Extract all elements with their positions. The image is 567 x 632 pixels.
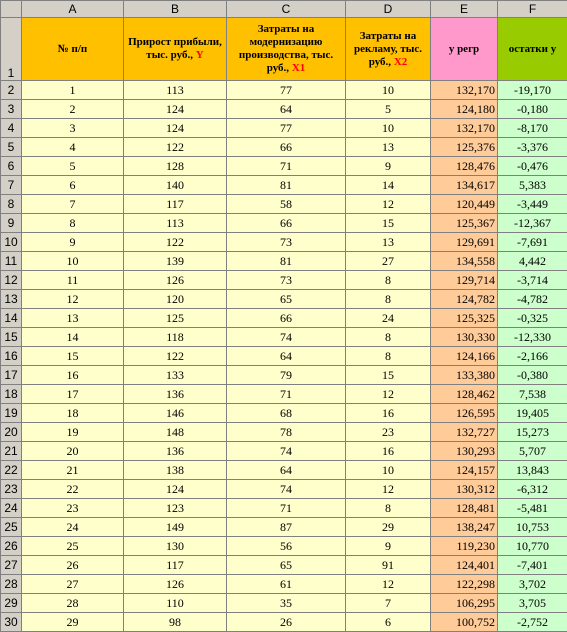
cell-number[interactable]: 29 (22, 613, 124, 632)
table-row (1, 176, 567, 195)
row-header[interactable]: 8 (1, 195, 22, 214)
cell-modernization[interactable]: 65 (227, 556, 346, 575)
cell-advertising[interactable]: 29 (346, 518, 431, 537)
cell-residual[interactable]: 15,273 (498, 423, 567, 442)
table-row (1, 461, 567, 480)
cell-modernization[interactable]: 77 (227, 119, 346, 138)
cell-regression[interactable]: 124,157 (431, 461, 498, 480)
cell-regression[interactable]: 130,312 (431, 480, 498, 499)
cell-residual[interactable]: -0,476 (498, 157, 567, 176)
cell-modernization[interactable]: 64 (227, 347, 346, 366)
cell-regression[interactable]: 106,295 (431, 594, 498, 613)
cell-residual[interactable]: -7,691 (498, 233, 567, 252)
cell-number[interactable]: 6 (22, 176, 124, 195)
row-header[interactable]: 22 (1, 461, 22, 480)
row-header[interactable]: 5 (1, 138, 22, 157)
cell-regression[interactable]: 130,293 (431, 442, 498, 461)
cell-advertising[interactable]: 23 (346, 423, 431, 442)
cell-regression[interactable]: 132,727 (431, 423, 498, 442)
cell-modernization[interactable]: 66 (227, 214, 346, 233)
cell-advertising[interactable]: 10 (346, 81, 431, 100)
cell-residual[interactable]: 13,843 (498, 461, 567, 480)
table-row (1, 518, 567, 537)
row-header[interactable]: 19 (1, 404, 22, 423)
cell-number[interactable]: 23 (22, 499, 124, 518)
cell-modernization[interactable]: 81 (227, 252, 346, 271)
cell-number[interactable]: 10 (22, 252, 124, 271)
cell-profit[interactable]: 128 (124, 157, 227, 176)
table-row (1, 138, 567, 157)
cell-advertising[interactable]: 91 (346, 556, 431, 575)
cell-profit[interactable]: 125 (124, 309, 227, 328)
cell-profit[interactable]: 124 (124, 100, 227, 119)
column-header-f[interactable]: F (498, 1, 567, 18)
header-cell-residuals[interactable]: остатки y (498, 18, 567, 81)
cell-number[interactable]: 17 (22, 385, 124, 404)
cell-profit[interactable]: 110 (124, 594, 227, 613)
row-header[interactable]: 10 (1, 233, 22, 252)
cell-advertising[interactable]: 9 (346, 157, 431, 176)
cell-residual[interactable]: -0,180 (498, 100, 567, 119)
cell-number[interactable]: 2 (22, 100, 124, 119)
cell-profit[interactable]: 138 (124, 461, 227, 480)
cell-number[interactable]: 4 (22, 138, 124, 157)
table-row (1, 366, 567, 385)
cell-regression[interactable]: 134,617 (431, 176, 498, 195)
cell-number[interactable]: 15 (22, 347, 124, 366)
cell-regression[interactable]: 128,476 (431, 157, 498, 176)
cell-regression[interactable]: 133,380 (431, 366, 498, 385)
cell-advertising[interactable]: 8 (346, 290, 431, 309)
row-header[interactable]: 29 (1, 594, 22, 613)
cell-regression[interactable]: 128,481 (431, 499, 498, 518)
cell-residual[interactable]: -19,170 (498, 81, 567, 100)
cell-number[interactable]: 1 (22, 81, 124, 100)
cell-profit[interactable]: 126 (124, 575, 227, 594)
cell-profit[interactable]: 133 (124, 366, 227, 385)
cell-advertising[interactable]: 14 (346, 176, 431, 195)
header-label: Затраты на модернизацию производства, тыс. руб., (239, 23, 333, 74)
row-header[interactable]: 25 (1, 518, 22, 537)
row-header[interactable]: 24 (1, 499, 22, 518)
cell-profit[interactable]: 148 (124, 423, 227, 442)
row-header[interactable]: 17 (1, 366, 22, 385)
cell-residual[interactable]: 4,442 (498, 252, 567, 271)
column-header-row (1, 1, 567, 18)
row-header[interactable]: 28 (1, 575, 22, 594)
cell-profit[interactable]: 146 (124, 404, 227, 423)
row-header[interactable]: 7 (1, 176, 22, 195)
cell-modernization[interactable]: 56 (227, 537, 346, 556)
cell-modernization[interactable]: 71 (227, 157, 346, 176)
cell-regression[interactable]: 120,449 (431, 195, 498, 214)
table-row (1, 423, 567, 442)
row-header[interactable]: 14 (1, 309, 22, 328)
cell-number[interactable]: 16 (22, 366, 124, 385)
variable-label: X2 (394, 56, 407, 68)
cell-residual[interactable]: -12,330 (498, 328, 567, 347)
cell-profit[interactable]: 122 (124, 347, 227, 366)
cell-modernization[interactable]: 74 (227, 442, 346, 461)
cell-modernization[interactable]: 73 (227, 233, 346, 252)
table-row (1, 404, 567, 423)
cell-advertising[interactable]: 8 (346, 499, 431, 518)
cell-number[interactable]: 22 (22, 480, 124, 499)
cell-number[interactable]: 14 (22, 328, 124, 347)
cell-number[interactable]: 5 (22, 157, 124, 176)
cell-residual[interactable]: -0,380 (498, 366, 567, 385)
cell-modernization[interactable]: 61 (227, 575, 346, 594)
cell-residual[interactable]: 5,707 (498, 442, 567, 461)
cell-advertising[interactable]: 12 (346, 385, 431, 404)
cell-profit[interactable]: 149 (124, 518, 227, 537)
cell-modernization[interactable]: 35 (227, 594, 346, 613)
cell-residual[interactable]: -6,312 (498, 480, 567, 499)
cell-number[interactable]: 28 (22, 594, 124, 613)
cell-residual[interactable]: -3,714 (498, 271, 567, 290)
row-header[interactable]: 16 (1, 347, 22, 366)
cell-advertising[interactable]: 12 (346, 195, 431, 214)
cell-residual[interactable]: -2,166 (498, 347, 567, 366)
cell-residual[interactable]: -8,170 (498, 119, 567, 138)
column-header-e[interactable]: E (431, 1, 498, 18)
cell-advertising[interactable]: 9 (346, 537, 431, 556)
table-row (1, 575, 567, 594)
cell-modernization[interactable]: 74 (227, 328, 346, 347)
cell-modernization[interactable]: 64 (227, 461, 346, 480)
table-row (1, 271, 567, 290)
cell-residual[interactable]: -2,752 (498, 613, 567, 632)
table-row (1, 556, 567, 575)
row-header[interactable]: 26 (1, 537, 22, 556)
table-row (1, 537, 567, 556)
cell-residual[interactable]: -12,367 (498, 214, 567, 233)
cell-regression[interactable]: 129,691 (431, 233, 498, 252)
cell-advertising[interactable]: 7 (346, 594, 431, 613)
row-header[interactable]: 6 (1, 157, 22, 176)
table-row (1, 252, 567, 271)
cell-number[interactable]: 21 (22, 461, 124, 480)
cell-modernization[interactable]: 26 (227, 613, 346, 632)
cell-regression[interactable]: 134,558 (431, 252, 498, 271)
cell-residual[interactable]: 5,383 (498, 176, 567, 195)
cell-modernization[interactable]: 79 (227, 366, 346, 385)
cell-residual[interactable]: -7,401 (498, 556, 567, 575)
variable-label: X1 (292, 62, 305, 74)
row-header[interactable]: 2 (1, 81, 22, 100)
cell-profit[interactable]: 98 (124, 613, 227, 632)
cell-profit[interactable]: 122 (124, 233, 227, 252)
cell-modernization[interactable]: 78 (227, 423, 346, 442)
cell-advertising[interactable]: 13 (346, 233, 431, 252)
row-header[interactable]: 27 (1, 556, 22, 575)
cell-regression[interactable]: 100,752 (431, 613, 498, 632)
table-body (1, 81, 567, 632)
cell-regression[interactable]: 124,782 (431, 290, 498, 309)
table-row (1, 309, 567, 328)
cell-residual[interactable]: 10,770 (498, 537, 567, 556)
cell-profit[interactable]: 139 (124, 252, 227, 271)
cell-regression[interactable]: 126,595 (431, 404, 498, 423)
cell-number[interactable]: 12 (22, 290, 124, 309)
cell-profit[interactable]: 136 (124, 442, 227, 461)
cell-profit[interactable]: 122 (124, 138, 227, 157)
header-cell-modernization[interactable] (227, 18, 346, 81)
table-row (1, 100, 567, 119)
cell-regression[interactable]: 138,247 (431, 518, 498, 537)
cell-modernization[interactable]: 73 (227, 271, 346, 290)
cell-regression[interactable]: 124,401 (431, 556, 498, 575)
cell-regression[interactable]: 122,298 (431, 575, 498, 594)
cell-advertising[interactable]: 8 (346, 347, 431, 366)
row-header[interactable]: 30 (1, 613, 22, 632)
row-header[interactable]: 15 (1, 328, 22, 347)
cell-number[interactable]: 8 (22, 214, 124, 233)
cell-number[interactable]: 20 (22, 442, 124, 461)
table-row (1, 214, 567, 233)
cell-residual[interactable]: -3,376 (498, 138, 567, 157)
cell-advertising[interactable]: 16 (346, 442, 431, 461)
table-row (1, 81, 567, 100)
cell-regression[interactable]: 124,166 (431, 347, 498, 366)
row-header[interactable]: 9 (1, 214, 22, 233)
cell-profit[interactable]: 140 (124, 176, 227, 195)
cell-modernization[interactable]: 68 (227, 404, 346, 423)
cell-modernization[interactable]: 81 (227, 176, 346, 195)
cell-modernization[interactable]: 74 (227, 480, 346, 499)
cell-modernization[interactable]: 66 (227, 138, 346, 157)
header-cell-number[interactable]: № п/п (22, 18, 124, 81)
cell-regression[interactable]: 128,462 (431, 385, 498, 404)
table-row (1, 328, 567, 347)
cell-regression[interactable]: 119,230 (431, 537, 498, 556)
table-row (1, 233, 567, 252)
cell-number[interactable]: 18 (22, 404, 124, 423)
table-row (1, 499, 567, 518)
table-row (1, 119, 567, 138)
cell-advertising[interactable]: 24 (346, 309, 431, 328)
variable-label: Y (196, 49, 204, 61)
cell-advertising[interactable]: 12 (346, 575, 431, 594)
cell-residual[interactable]: -4,782 (498, 290, 567, 309)
row-header[interactable]: 12 (1, 271, 22, 290)
cell-number[interactable]: 25 (22, 537, 124, 556)
cell-modernization[interactable]: 58 (227, 195, 346, 214)
cell-number[interactable]: 7 (22, 195, 124, 214)
cell-number[interactable]: 19 (22, 423, 124, 442)
cell-advertising[interactable]: 6 (346, 613, 431, 632)
row-header[interactable]: 11 (1, 252, 22, 271)
column-header-c[interactable]: C (227, 1, 346, 18)
cell-residual[interactable]: 7,538 (498, 385, 567, 404)
cell-regression[interactable]: 125,376 (431, 138, 498, 157)
cell-profit[interactable]: 113 (124, 214, 227, 233)
row-header[interactable]: 3 (1, 100, 22, 119)
cell-profit[interactable]: 118 (124, 328, 227, 347)
row-header[interactable]: 13 (1, 290, 22, 309)
cell-regression[interactable]: 125,367 (431, 214, 498, 233)
cell-profit[interactable]: 120 (124, 290, 227, 309)
table-header-row (1, 18, 567, 81)
cell-advertising[interactable]: 13 (346, 138, 431, 157)
cell-profit[interactable]: 117 (124, 195, 227, 214)
table-row (1, 290, 567, 309)
cell-advertising[interactable]: 8 (346, 271, 431, 290)
row-header[interactable]: 20 (1, 423, 22, 442)
cell-profit[interactable]: 126 (124, 271, 227, 290)
cell-number[interactable]: 9 (22, 233, 124, 252)
cell-number[interactable]: 13 (22, 309, 124, 328)
table-row (1, 613, 567, 632)
header-label: Прирост прибыли, тыс. руб., (128, 36, 222, 61)
cell-advertising[interactable]: 15 (346, 214, 431, 233)
cell-regression[interactable]: 124,180 (431, 100, 498, 119)
cell-advertising[interactable]: 16 (346, 404, 431, 423)
cell-regression[interactable]: 129,714 (431, 271, 498, 290)
cell-modernization[interactable]: 66 (227, 309, 346, 328)
table-row (1, 594, 567, 613)
table-row (1, 442, 567, 461)
cell-profit[interactable]: 113 (124, 81, 227, 100)
header-cell-profit[interactable] (124, 18, 227, 81)
cell-number[interactable]: 11 (22, 271, 124, 290)
cell-regression[interactable]: 132,170 (431, 81, 498, 100)
cell-residual[interactable]: 3,702 (498, 575, 567, 594)
cell-profit[interactable]: 136 (124, 385, 227, 404)
cell-modernization[interactable]: 87 (227, 518, 346, 537)
header-cell-regression[interactable]: y регр (431, 18, 498, 81)
table-row (1, 195, 567, 214)
cell-profit[interactable]: 123 (124, 499, 227, 518)
row-header[interactable]: 4 (1, 119, 22, 138)
cell-number[interactable]: 27 (22, 575, 124, 594)
cell-advertising[interactable]: 10 (346, 461, 431, 480)
header-cell-advertising[interactable] (346, 18, 431, 81)
table-row (1, 385, 567, 404)
cell-profit[interactable]: 124 (124, 480, 227, 499)
cell-regression[interactable]: 130,330 (431, 328, 498, 347)
cell-advertising[interactable]: 8 (346, 328, 431, 347)
cell-number[interactable]: 26 (22, 556, 124, 575)
column-header-b[interactable]: B (124, 1, 227, 18)
cell-advertising[interactable]: 5 (346, 100, 431, 119)
cell-residual[interactable]: 10,753 (498, 518, 567, 537)
cell-modernization[interactable]: 71 (227, 499, 346, 518)
table-row (1, 347, 567, 366)
cell-residual[interactable]: -3,449 (498, 195, 567, 214)
cell-modernization[interactable]: 77 (227, 81, 346, 100)
cell-profit[interactable]: 130 (124, 537, 227, 556)
cell-regression[interactable]: 125,325 (431, 309, 498, 328)
cell-residual[interactable]: 3,705 (498, 594, 567, 613)
cell-number[interactable]: 24 (22, 518, 124, 537)
row-header[interactable]: 21 (1, 442, 22, 461)
column-header-d[interactable]: D (346, 1, 431, 18)
cell-residual[interactable]: -0,325 (498, 309, 567, 328)
header-label: Затраты на рекламу, тыс. руб., (354, 30, 422, 68)
cell-number[interactable]: 3 (22, 119, 124, 138)
cell-advertising[interactable]: 15 (346, 366, 431, 385)
cell-profit[interactable]: 124 (124, 119, 227, 138)
row-header[interactable]: 23 (1, 480, 22, 499)
column-header-a[interactable]: A (22, 1, 124, 18)
cell-residual[interactable]: 19,405 (498, 404, 567, 423)
row-header[interactable]: 1 (1, 18, 22, 81)
cell-residual[interactable]: -5,481 (498, 499, 567, 518)
cell-modernization[interactable]: 71 (227, 385, 346, 404)
table-row (1, 157, 567, 176)
cell-modernization[interactable]: 64 (227, 100, 346, 119)
select-all-corner[interactable] (1, 1, 22, 18)
cell-advertising[interactable]: 12 (346, 480, 431, 499)
cell-regression[interactable]: 132,170 (431, 119, 498, 138)
cell-profit[interactable]: 117 (124, 556, 227, 575)
cell-modernization[interactable]: 65 (227, 290, 346, 309)
cell-advertising[interactable]: 27 (346, 252, 431, 271)
cell-advertising[interactable]: 10 (346, 119, 431, 138)
row-header[interactable]: 18 (1, 385, 22, 404)
table-row (1, 480, 567, 499)
